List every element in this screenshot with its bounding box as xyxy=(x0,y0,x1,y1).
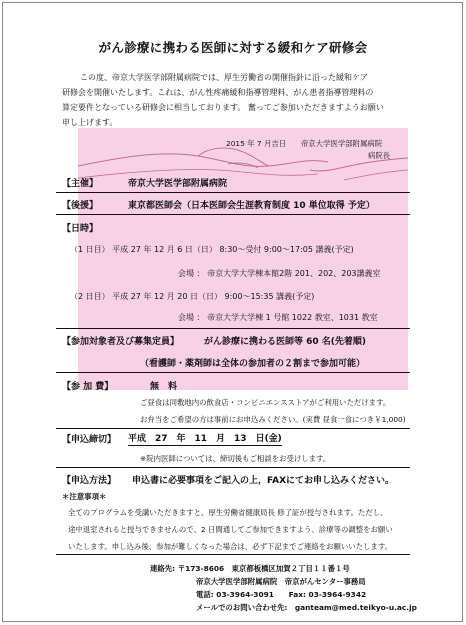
participants-note: （看護師・薬剤師は全体の参加者の２割まで参加可能） xyxy=(140,359,366,369)
divider xyxy=(56,214,410,215)
divider xyxy=(56,554,410,555)
notes-line-3: いたします。申し込み後、参加が難しくなった場合は、必ず下記までご連絡をお願いいたします。 xyxy=(68,542,393,551)
method-label: 【申込方法】 xyxy=(62,476,117,486)
divider xyxy=(56,192,410,193)
participants-value: がん診療に携わる医師等 60 名(先着順) xyxy=(204,337,367,347)
position-title: 病院長 xyxy=(368,151,391,160)
schedule-day2: （2 日目） 平成 27 年 12 月 20 日（日） 9:00～15:35 講義(予定) xyxy=(70,292,315,301)
deadline-label: 【申込締切】 xyxy=(62,435,117,445)
divider xyxy=(56,372,410,373)
schedule-day1: （1 日目） 平成 27 年 12 月 6 日（日） 8:30～受付 9:00～17:05 講義(予定) xyxy=(70,245,354,254)
intro-line-3: 算定要件となっている研修会に相当しております。 奮ってご参加いただきますようお願い xyxy=(62,103,384,112)
organizer-value: 帝京大学医学部附属病院 xyxy=(128,179,228,189)
fee-note-2: お弁当をご希望の方は事前にお申込みください。(実費 昼食一食につき￥1,000) xyxy=(140,415,406,424)
deadline-value: 平成 27 年 11 月 13 日(金) xyxy=(128,431,282,446)
schedule-venue1: 会場 ： 帝京大学大学棟本館2階 201、202、203講義室 xyxy=(178,269,381,278)
contact-line-3: 電話: 03-3964-3091 Fax: 03-3964-9342 xyxy=(196,590,367,599)
contact-line-4: メールでのお問い合わせ先: ganteam@med.teikyo-u.ac.jp xyxy=(196,603,417,612)
participants-label: 【参加対象者及び募集定員】 xyxy=(62,337,180,347)
contact-line-1: 連絡先: 〒173-8606 東京都板橋区加賀２丁目１１番１号 xyxy=(150,564,350,573)
schedule-label: 【日時】 xyxy=(62,224,99,234)
fee-note-1: ご昼食は同敷地内の飲食店・コンビニエンスストアがご利用いただけます。 xyxy=(140,398,391,407)
intro-line-1: この度、帝京大学医学部附属病院では、厚生労働省の開催指針に沿った緩和ケア xyxy=(80,73,368,82)
fee-value: 無 料 xyxy=(150,382,178,392)
deadline-note: ※院内医師については、締切後もご相談をお受けします。 xyxy=(140,454,331,463)
support-value: 東京都医師会（日本医師会生涯教育制度 10 単位取得 予定） xyxy=(128,201,375,211)
notes-label: ＊注意事項＊ xyxy=(62,492,107,501)
divider xyxy=(56,328,410,329)
notes-line-1: 全てのプログラムを受講いただきますと、厚生労働省健康局長 修了証が授与されます。ただし、 xyxy=(68,508,388,517)
organizer-label: 【主催】 xyxy=(62,179,99,189)
method-value: 申込書に必要事項をご記入の上，FAXにてお申し込みください。 xyxy=(132,476,395,486)
fee-label: 【参 加 費】 xyxy=(62,382,114,392)
schedule-venue2: 会場 ： 帝京大学大学棟 1 号館 1022 教室、1031 教室 xyxy=(178,313,378,322)
intro-line-4: 申し上げます。 xyxy=(62,118,118,127)
notes-line-2: 途中退室されると授与できませんので、2 日間通してご参加できますよう、診療等の調整をお願い xyxy=(68,525,393,534)
date-line: 2015 年 7 月吉日 帝京大学医学部附属病院 xyxy=(226,139,383,148)
contact-line-2: 帝京大学医学部附属病院 帝京がんセンター事務局 xyxy=(196,577,366,586)
intro-line-2: 研修会を開催いたします。これは、がん性疼痛緩和指導管理料、がん患者指導管理料の xyxy=(62,88,374,97)
page-title: がん診療に携わる医師に対する緩和ケア研修会 xyxy=(98,40,368,55)
support-label: 【後援】 xyxy=(62,201,99,211)
divider xyxy=(56,428,410,429)
divider xyxy=(56,467,410,468)
